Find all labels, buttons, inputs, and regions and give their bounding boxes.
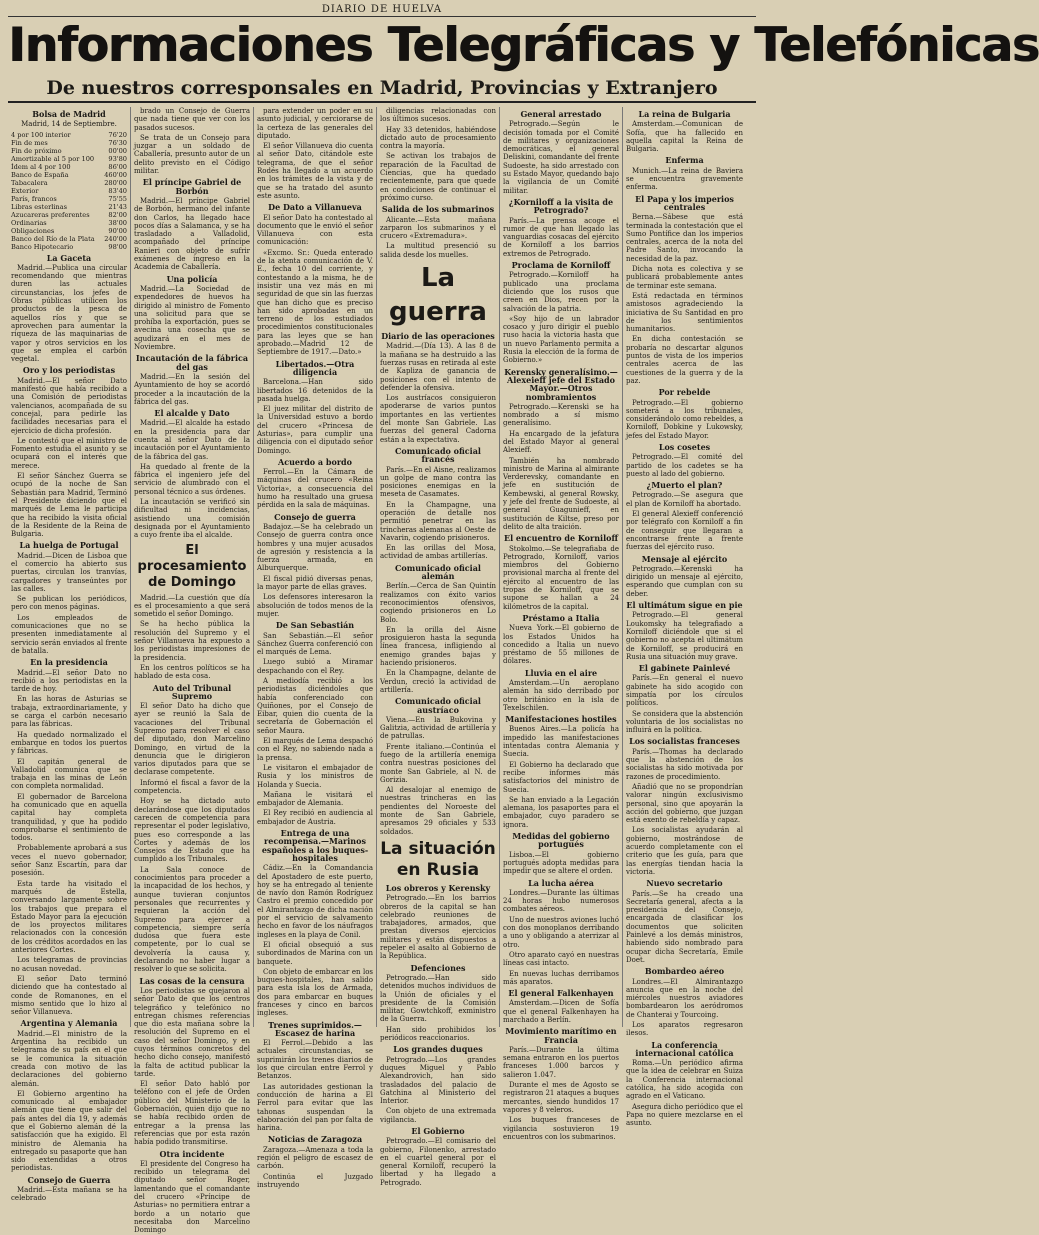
article-paragraph: El capitán general de Valladolid comunica que se trabaja en las minas de León con completa normalidad. [11, 757, 127, 791]
section-heading: Medidas del gobierno portugués [512, 831, 610, 850]
table-row [11, 203, 127, 211]
article-paragraph: Los socialistas ayudarán al gobierno, mostrándose de acuerdo completamente con el criterio que les guía, para que las energías tiendan hacia la victoria. [626, 826, 743, 876]
article-paragraph: La Sala conoce de conocimientos para proceder a la incapacidad de los hechos, y aunque tuvieran conjuntos personales que recurrentes y requieran la acción del Supremo para ejercer a competencia, siempre sería dudosa que fuera este competente, por lo cual se devolvería la causa y, declarando no haber lugar a resolver lo que se solicita. [134, 865, 250, 974]
table-row [11, 163, 127, 171]
stock-value: 75'55 [108, 194, 127, 203]
section-heading: La Gaceta [46, 252, 92, 263]
article-paragraph: En las orillas del Mosa, actividad de ambas artillerías. [380, 544, 496, 561]
table-row [11, 187, 127, 195]
article-paragraph: El señor Villanueva dio cuenta al señor Dato, citándole este telegrama, de que el señor Rodés ha llegado a un acuerdo en los trámites de la vista y de que se ha tratado del asunto este asunto. [257, 142, 373, 200]
article-paragraph: Petrogrado.—El general Loukomsky ha telegrafiado a Korniloff diciéndole que si el gobierno no acepta el ultimátum de Korniloff, se producirá en Rusia una situación muy grave. [626, 611, 743, 661]
article-paragraph: Se activan los trabajos de reparación de la Facultad de Ciencias, que ha quedado recientemente, para que quede en condiciones de continuar el próximo curso. [380, 152, 496, 202]
article-paragraph: Hoy se ha dictado auto declarándose que los diputados carecen de competencia para representar el poder legislativo, pues eso corresponde a las Cortes y además de los Consejos de Estado que ha cumplido a los Tribunales. [134, 797, 250, 864]
article-paragraph: El juez militar del distrito de la Universidad estuvo a bordo del crucero «Princesa de Asturias», para cumplir una diligencia con el diputado señor Domingo. [257, 405, 373, 455]
stock-value: 240'00 [104, 234, 127, 243]
article-paragraph: Petrogrado.—Los grandes duques Miguel y Pablo Alexandrovich, han sido trasladados del palacio de Gatchina al Ministerio del Interior. [380, 1055, 496, 1106]
stock-value: 90'00 [108, 226, 127, 235]
stock-label: Azucareras preferentes [11, 210, 90, 219]
section-heading: Movimiento marítimo en Francia [505, 1026, 617, 1045]
column-4 [377, 107, 500, 1187]
section-heading: El príncipe Gabriel de Borbón [142, 177, 242, 196]
article-paragraph: Ha quedado al frente de la fábrica el ingeniero jefe del servicio de alumbrado con el personal técnico a sus órdenes. [134, 462, 250, 496]
article-paragraph: Petrogrado.—Han sido detenidos muchos individuos de la Unión de oficiales y el presidente de la Comisión militar, Gowtchkoff, exministro de la Guerra. [380, 973, 496, 1024]
article-paragraph: El señor Dato ha dicho que ayer se reunió la Sala de vacaciones del Tribunal Supremo para resolver el caso del diputado, don Marcelino Domingo, en virtud de la denuncia que le dirigieron varios diputados para que se declarase competente. [134, 702, 250, 777]
columns [8, 107, 756, 1235]
article-paragraph: Los defensores interesaron la absolución de todos menos de la mujer. [257, 593, 373, 618]
article-paragraph: Petrogrado.—El comisario del gobierno, Filonenko, arrestado en el cuartel general por el general Korniloff, recuperó la libertad y ha llegado a Petrogrado. [380, 1137, 496, 1187]
section-heading: Defenciones [410, 962, 466, 973]
section-heading: Enferma [665, 155, 704, 166]
stock-label: Banco del Río de la Plata [11, 234, 95, 243]
article-paragraph: El señor Dato ha contestado al documento que le envió el señor Villanueva con esta comunicación: [257, 213, 373, 247]
stock-label: París, francos [11, 194, 57, 203]
section-heading: Comunicado oficial austríaco [395, 696, 481, 715]
article-paragraph: Madrid.—El señor Dato manifestó que había recibido a una Comisión de periodistas valencianos, acompañada de su concejal, para pedirle las facilidades necesarias para el ejercicio de dicha profesión. [11, 376, 127, 435]
article-paragraph: Londres.—El Almirantazgo anuncia que en la noche del miércoles nuestros aviadores bombardearon los aeródromos de Chanterai y Tourcoing. [626, 977, 743, 1019]
article-paragraph: Informó el fiscal a favor de la competencia. [134, 778, 250, 796]
feature-heading: El procesamiento de Domingo [137, 542, 247, 590]
article-paragraph: «Excmo. Sr.: Queda enterado de la atenta comunicación de V. E., fecha 10 del corriente, y contestando a la misma, he de insistir una vez más en mi seguridad de que sin las fuerzas que han dicho que es preciso han sido aprobadas en un terreno de los estudiados procedimientos constitucionales para las leyes que se han aprobado.—Madrid 12 de Septiembre de 1917.—Dato.» [257, 248, 373, 357]
section-heading: Préstamo a Italia [522, 612, 600, 623]
table-row [11, 219, 127, 227]
stock-label: Banco Hipotecario [11, 242, 74, 251]
article-paragraph: Petrogrado.—Kerenski ha dirigido un mensaje al ejército, esperando que cumplan con su deber. [626, 564, 743, 598]
section-heading: Consejo de Guerra [27, 1174, 111, 1185]
section-heading: El Gobierno [411, 1125, 465, 1136]
section-heading: El gabinete Painlevé [638, 663, 731, 674]
article-paragraph: Madrid.—El príncipe Gabriel de Borbón, hermano del infante don Carlos, ha llegado hace pocos días a Salamanca, y se ha trasladado a Valladolid, acompañado del príncipe Ranieri con objeto de sufrir exámenes de ingreso en la Academia de Caballería. [134, 196, 250, 272]
section-heading: Oro y los periodistas [22, 365, 116, 376]
article-paragraph: Barcelona.—Han sido libertados 16 detenidos de la pasada huelga. [257, 378, 373, 403]
article-paragraph: París.—Se ha creado una Secretaría general, afecta a la presidencia del Consejo, encargada de clasificar los documentos que soliciten Painlevé a los demás ministros, habiendo sido nombrado para ocupar dicha Secretaría, Emile Doet. [626, 889, 743, 964]
column-6 [623, 107, 746, 1128]
section-heading: Consejo de guerra [274, 511, 356, 522]
article-paragraph: Otro aparato cayó en nuestras líneas casi intacto. [503, 950, 619, 968]
section-heading: La huelga de Portugal [19, 540, 119, 551]
section-heading: ¿Korniloff a la visita de Petrogrado? [508, 196, 614, 216]
article-paragraph: Al desalojar al enemigo de nuestras trincheras en las pendientes del Noroeste del monte de San Gabriele, apresamos 29 oficiales y 533 soldados. [380, 786, 496, 836]
section-heading: Nuevo secretario [646, 878, 723, 889]
table-row [11, 131, 127, 139]
article-paragraph: Los periodistas se quejaron al señor Dato de que los centros telegráfico y telefónico no entregan chismes referencias que dio esta mañana sobre la resolución del Supremo en el caso del señor Domingo, y en cuyos términos concretos del hecho dicho consejo, manifestó la falta de actitud publicar la tarde. [134, 986, 250, 1078]
table-row [11, 171, 127, 179]
stock-value: 98'00 [108, 242, 127, 251]
article-paragraph: Madrid.—El ministro de la Argentina ha recibido un telegrama de su país en el que se le comunica la situación creada con motivo de las declaraciones del gobierno alemán. [11, 1029, 127, 1088]
article-paragraph: Petrogrado.—Se asegura que el plan de Korniloff ha abortado. [626, 491, 743, 508]
war-heading: La guerra [389, 263, 487, 328]
section-heading: De Dato a Villanueva [268, 202, 362, 213]
section-heading: El ultimátum sigue en pie [626, 600, 743, 611]
stock-value: 280'00 [104, 178, 127, 187]
section-heading: Bombardeo aéreo [644, 966, 725, 977]
article-paragraph: En los centros políticos se ha hablado de esta cosa. [134, 663, 250, 681]
article-paragraph: Con objeto de una extremada vigilancia. [380, 1107, 496, 1124]
article-paragraph: El gobernador de Barcelona ha comunicado que en aquella capital hay completa tranquilidad, y que ha podido comprobarse el sentimiento de todos. [11, 792, 127, 843]
article-paragraph: diligencias relacionadas con los últimos sucesos. [380, 107, 496, 124]
table-row [11, 139, 127, 147]
article-paragraph: Petrogrado.—El gobierno someterá a los tribunales, considerándolo como rebeldes, a Korniloff, Dobkine y Lukowsky, jefes del Estado Mayor. [626, 398, 743, 440]
article-paragraph: Esta tarde ha visitado el marqués de Estella, conversando largamente sobre los trabajos que prepara el Estado Mayor para la ejecución de los proyectos militares relacionados con la concesión de los créditos acordados en las anteriores Cortes. [11, 879, 127, 955]
article-paragraph: El Gobierno argentino ha comunicado al embajador alemán que tiene que salir del país antes del día 19, y además que el Gobierno alemán dé la satisfacción que ha exigido. El ministro de Alemania ha entregado su pasaporte que han sido extendidas a otros periodistas. [11, 1089, 127, 1173]
section-heading: Libertados.—Otra diligencia [275, 358, 355, 377]
article-paragraph: Berna.—Sábese que está terminada la contestación que el Sumo Pontífice dan los imperios centrales, acerca de la nota del Padre Santo, invocando la necesidad de la paz. [626, 213, 743, 263]
stock-value: 82'00 [108, 210, 127, 219]
article-paragraph: Amsterdam.—Comunican de Sofía, que ha fallecido en aquella capital la Reina de Bulgaria. [626, 120, 743, 154]
article-paragraph: Madrid.—El señor Dato no recibió a los periodistas en la tarde de hoy. [11, 668, 127, 694]
stock-label: Amortizable al 5 por 100 [11, 154, 95, 163]
article-paragraph: Durante el mes de Agosto se registraron 21 ataques a buques mercantes, siendo hundidos 17 vapores y 8 veleros. [503, 1081, 619, 1114]
article-paragraph: Continúa el Juzgado instruyendo [257, 1172, 373, 1189]
section-heading: Diario de las operaciones [381, 331, 495, 342]
article-paragraph: brado un Consejo de Guerra que nada tiene que ver con los pasados sucesos. [134, 107, 250, 132]
section-heading: La lucha aérea [528, 877, 594, 888]
stock-label: Ídem al 4 por 100 [11, 162, 71, 171]
table-row [11, 195, 127, 203]
stock-label: Tabacalera [11, 178, 48, 187]
section-heading: Salida de los submarinos [381, 204, 495, 215]
article-paragraph: París.—Thomas ha declarado que la abstención de los socialistas ha sido motivada por razones de procedimiento. [626, 747, 743, 781]
article-paragraph: Madrid.—Dicen de Lisboa que el comercio ha abierto sus puertas, circulan los tranvías, cargadores y transeúntes por las calles. [11, 551, 127, 593]
article-paragraph: Probablemente aprobará a sus veces el nuevo gobernador, señor Sanz Escartín, para dar posesión. [11, 844, 127, 878]
section-heading: Comunicado oficial alemán [395, 562, 481, 582]
section-heading: Acuerdo a bordo [278, 456, 352, 467]
section-heading: Los grandes duques [393, 1044, 483, 1055]
article-paragraph: Los buques franceses de vigilancia sostuvieron 19 encuentros con los submarinos. [503, 1116, 619, 1141]
section-heading: Auto del Tribunal Supremo [152, 682, 232, 701]
article-paragraph: Madrid.—Esta mañana se ha celebrado [11, 1186, 127, 1203]
section-heading: La reina de Bulgaria [638, 109, 731, 119]
section-heading: Otra incidente [159, 1148, 225, 1159]
section-heading: Los obreros y Kerensky [385, 882, 491, 893]
article-paragraph: Badajoz.—Se ha celebrado un Consejo de guerra contra once hombres y una mujer acusados de agresión y resistencia a la fuerza armada, en Alburquerque. [257, 522, 373, 573]
article-paragraph: En la Champagne, delante de Verdun, creció la actividad de artillería. [380, 669, 496, 694]
stock-value: 38'00 [108, 218, 127, 227]
article-paragraph: En las horas de Asturias se trabaja, extraordinariamente, y se carga el carbón necesario para las fábricas. [11, 695, 127, 729]
section-heading: General arrestado [520, 109, 602, 119]
stock-label: Ordinarias [11, 218, 47, 227]
section-heading: El Papa y los imperios centrales [635, 193, 734, 212]
article-paragraph: Viena.—En la Bukovina y Galitzia, actividad de artillería y de patrullas. [380, 715, 496, 741]
article-paragraph: Madrid.—La Sociedad de expendedores de huevos ha dirigido al ministro de Fomento una solicitud para que se prohíba la exportación, pues se avecina una cosecha que se agudizará en el mes de Noviembre. [134, 284, 250, 352]
article-paragraph: El presidente del Congreso ha recibido un telegrama del diputado señor Roger, lamentando que el comandante del crucero «Príncipe de Asturias» no permitiera entrar a bordo a un notario que necesitaba don Marcelino Domingo [134, 1159, 250, 1235]
article-paragraph: Le contestó que el ministro de Fomento estudia el asunto y se ocupará con el interés que merece. [11, 436, 127, 470]
bolsa-heading: Bolsa de Madrid [32, 109, 106, 119]
article-paragraph: Petrogrado.—Kerenski se ha nombrado a sí mismo generalísimo. [503, 402, 619, 428]
stock-value: 00'00 [108, 146, 127, 155]
column-1 [8, 107, 131, 1203]
article-paragraph: El Ferrol.—Debido a las actuales circunstancias, se suprimirán los trenes diarios de los que circulan entre Ferrol y Betanzos. [257, 1039, 373, 1081]
stock-value: 83'40 [108, 186, 127, 195]
article-paragraph: Buenos Aires.—La policía ha impedido las manifestaciones intentadas contra Alemania y Suecia. [503, 725, 619, 759]
article-paragraph: Le visitaron el embajador de Rusia y los ministros de Holanda y Suecia. [257, 763, 373, 789]
article-paragraph: El señor Dato habló por teléfono con el jefe de Orden público del Ministerio de la Gobernación, quien dijo que no se había recibido orden de entregar a la prensa las referencias que por esta razón había podido transmitirse. [134, 1080, 250, 1147]
article-paragraph: El señor Sánchez Guerra se ocupó de la noche de San Sebastián para Madrid, Terminó el Presidente diciendo que el marqués de Lema le participa que ha recibido la visita oficial de la Residente de la Reina de Bulgaria. [11, 472, 127, 539]
article-paragraph: Con objeto de embarcar en los buques-hospitales, han salido para esta isla los de Armada, dos para embarcar en buques franceses y cinco en barcos ingleses. [257, 967, 373, 1018]
article-paragraph: para extender un poder en su asunto judicial, y cerciorarse de la certeza de las generales del diputado. [257, 107, 373, 140]
section-heading: Incautación de la fábrica del gas [135, 353, 249, 372]
article-paragraph: Munich.—La reina de Baviera se encuentra gravemente enferma. [626, 166, 743, 192]
article-paragraph: El Rey recibió en audiencia al embajador de Austria. [257, 809, 373, 826]
stock-label: Exterior [11, 186, 39, 195]
stock-value: 76'30 [108, 138, 127, 147]
section-heading: Comunicado oficial francés [395, 445, 481, 465]
article-paragraph: Amsterdam.—Dicen de Sofía que el general Falkenhayen ha marchado a Berlín. [503, 999, 619, 1024]
article-paragraph: Petrogrado.—Según le decisión tomada por el Comité de militares y organizaciones democráticas, el general Deliskini, comandante del frente Sudoeste, ha sido arrestado con su Estado Mayor, quedando bajo la vigilancia de un Comité militar. [503, 120, 619, 195]
article-paragraph: París.—En el Aisne, realizamos un golpe de mano contra las posiciones enemigas en la meseta de Casamates. [380, 465, 496, 499]
article-paragraph: Petrogrado.—En los barrios obreros de la capital se han celebrado reuniones de trabajadores, armados, que prestan diversos ejercicios militares y están dispuestos a repeler el asalto al Gobierno de la República. [380, 894, 496, 961]
article-paragraph: Está redactada en términos amistosos agradeciendo la iniciativa de Su Santidad en pro de los sentimientos humanitarios. [626, 291, 743, 334]
article-paragraph: Los telegramas de provincias no acusan novedad. [11, 956, 127, 973]
article-paragraph: Se trata de un Consejo para juzgar a un soldado de Caballería, presunto autor de un delito previsto en el Código militar. [134, 133, 250, 176]
article-paragraph: París.—En general el nuevo gabinete ha sido acogido con simpatía por los círculos políticos. [626, 674, 743, 708]
stock-label: 4 por 100 interior [11, 130, 71, 139]
article-paragraph: Ha encargado de la jefatura del Estado Mayor al general Alexieff. [503, 429, 619, 455]
section-heading: El alcalde y Dato [154, 408, 230, 419]
table-row [11, 179, 127, 187]
section-heading: Manifestaciones hostiles [505, 714, 617, 725]
table-row [11, 155, 127, 163]
article-paragraph: En dicha contestación se probaría no descartar algunos puntos de vista de los imperios centrales acerca de las cuestiones de la guerra y de la paz. [626, 335, 743, 385]
table-row [11, 243, 127, 251]
article-paragraph: Madrid.—(Día 13). A las 8 de la mañana se ha destruido a las fuerzas rusas en retirada al este de Kapliza de ganancia de posiciones con el intento de defender la ofensiva. [380, 342, 496, 392]
article-paragraph: Uno de nuestros aviones luchó con dos monoplanos derribando a uno y obligando a aterrizar al otro. [503, 915, 619, 949]
article-paragraph: El oficial obsequió a sus subordinados de Marina con un banquete. [257, 940, 373, 966]
article-paragraph: Londres.—Durante las últimas 24 horas hubo numerosos combates aéreos. [503, 888, 619, 914]
article-paragraph: Han sido prohibidos los periódicos reaccionarios. [380, 1025, 496, 1043]
article-paragraph: París.—Durante la última semana entraron en los puertos franceses 1.000 barcos y salieron 1.047. [503, 1045, 619, 1079]
section-heading: La conferencia internacional católica [635, 1039, 734, 1058]
article-paragraph: Roma.—Un periódico afirma que la idea de celebrar en Suiza la Conferencia internacional católica, ha sido acogida con agrado en el Vaticano. [626, 1059, 743, 1101]
table-row [11, 227, 127, 235]
section-heading: De San Sebastián [275, 620, 355, 631]
stock-label: Fin de mes [11, 138, 48, 147]
stock-value: 21'43 [108, 202, 127, 211]
article-paragraph: En la orilla del Aisne prosiguieron hasta la segunda línea francesa, infligiendo al enemigo grandes bajas y haciendo prisioneros. [380, 625, 496, 668]
article-paragraph: En nuevas luchas derribamos más aparatos. [503, 969, 619, 986]
column-3 [254, 107, 377, 1189]
article-paragraph: También ha nombrado ministro de Marina al almirante Verderevsky, comandante en jefe en sustitución de Kembewski, al general Rowsky, y jefe del frente de Sudoeste, al general Guagunieff, en sustitución de Kiltse, preso por delito de alta traición. [503, 456, 619, 531]
table-row [11, 147, 127, 155]
section-heading: Mensaje al ejército [641, 553, 728, 564]
section-heading: ¿Muerto el plan? [646, 480, 723, 491]
article-paragraph: Madrid.—El alcalde ha estado en la presidencia para dar cuenta al señor Dato de la incautación por el Ayuntamiento de la fábrica del gas. [134, 419, 250, 461]
article-paragraph: Petrogrado.—Korniloff ha publicado una proclama diciendo que los rusos que creen en Dios, recen por la salvación de la patria. [503, 271, 619, 313]
article-paragraph: Madrid.—La cuestión que día es el procesamiento a que será sometido el señor Domingo. [134, 593, 250, 619]
table-row [11, 235, 127, 243]
section-heading: El encuentro de Korniloff [503, 533, 619, 544]
article-paragraph: Mañana le visitará el embajador de Alemania. [257, 790, 373, 808]
article-paragraph: Madrid.—En la sesión del Ayuntamiento de hoy se acordó proceder a la incautación de la fábrica del gas. [134, 372, 250, 406]
article-paragraph: El marqués de Lema despachó con el Rey, no sabiendo nada a la prensa. [257, 737, 373, 762]
article-paragraph: Nueva York.—El gobierno de los Estados Unidos ha concedido a Italia un nuevo préstamo de 55 millones de dólares. [503, 624, 619, 666]
stock-value: 460'00 [104, 170, 127, 179]
column-2 [131, 107, 254, 1235]
article-paragraph: Se considera que la abstención voluntaria de los socialistas no influirá en la política. [626, 709, 743, 735]
article-paragraph: Stokolmo.—Se telegrafiaba de Petrogrado, Korniloff, varios miembros del Gobierno provisional marcha al frente del ejército al encuentro de las tropas de Korniloff, que se supone se hallan a 24 kilómetros de la capital. [503, 544, 619, 611]
article-paragraph: Cádiz.—En la Comandancia del Apostadero de este puerto, hoy se ha entregado al teniente de navío don Ramón Rodríguez Castro el premio concedido por el Almirantazgo de dicha nación por el servicio de salvamento hecho en favor de los náufragos ingleses en la playa de Conil. [257, 864, 373, 939]
section-heading: En la presidencia [30, 657, 108, 668]
article-paragraph: Alicante.—Esta mañana zarparon los submarinos y el crucero «Extremadura». [380, 215, 496, 241]
article-paragraph: Se ha hecho pública la resolución del Supremo y el señor Villanueva ha expuesto a los periodistas impresiones de la presidencia. [134, 620, 250, 662]
stock-value: 93'80 [108, 154, 127, 163]
article-paragraph: Petrogrado.—El comité del partido de los cadetes se ha puesto al lado del gobierno. [626, 453, 743, 478]
section-heading: Kerensky generalísimo.—Alexeieff jefe del Estado Mayor.—Otros nombramientos [504, 366, 618, 402]
section-heading: Entrega de una recompensa.—Marinos españoles a los buques-hospitales [261, 828, 369, 863]
article-paragraph: El señor Dato terminó diciendo que ha contestado al conde de Romanones, en el mismo sentido que lo hizo al señor Villanueva. [11, 974, 127, 1017]
section-heading: Por rebelde [658, 387, 711, 398]
article-paragraph: Frente italiano.—Continúa el fuego de la artillería enemiga contra nuestras posiciones del monte San Gabriele, al N. de Gorizia. [380, 742, 496, 784]
article-paragraph: Zaragoza.—Amenaza a toda la región el peligro de escasez de carbón. [257, 1145, 373, 1171]
article-paragraph: París.—La prensa acoge el rumor de que han llegado las vanguardias cosacas del ejército de Korniloff a los barrios extremos de Petrogrado. [503, 216, 619, 258]
section-heading: Los socialistas franceses [629, 736, 740, 747]
section-heading: Trenes suprimidos.—Escasez de harina [268, 1019, 362, 1038]
section-heading: Los cosetes [658, 441, 711, 452]
stock-label: Banco de España [11, 170, 69, 179]
section-heading: Las cosas de la censura [139, 975, 245, 986]
running-head: DIARIO DE HUELVA [8, 4, 756, 17]
page-subtitle: De nuestros corresponsales en Madrid, Provincias y Extranjero [8, 75, 756, 103]
bolsa-date: Madrid, 14 de Septiembre. [21, 120, 117, 129]
section-heading: Lluvia en el aire [524, 667, 598, 678]
article-paragraph: El Gobierno ha declarado que recibe informes más satisfactorios del ministro de Suecia. [503, 760, 619, 794]
article-paragraph: Amsterdam.—Un aeroplano alemán ha sido derribado por otro británico en la isla de Texelschilen. [503, 679, 619, 712]
article-paragraph: Añadió que no se propondrían valorar ningún exclusivismo personal, sino que apoyarán la acción del gobierno, que juzgan está exento de rebeldía y capaz. [626, 782, 743, 825]
article-paragraph: A mediodía recibió a los periodistas diciéndoles que había conferenciado con Quiñones, por el Consejo de Eibar, quien dio cuenta de la secretaría de Gobernación el señor Maura. [257, 677, 373, 735]
stock-value: 86'00 [108, 162, 127, 171]
article-paragraph: La multitud presenció su salida desde los muelles. [380, 242, 496, 259]
column-5 [500, 107, 623, 1141]
article-paragraph: San Sebastián.—El señor Sánchez Guerra conferenció con el marqués de Lema. [257, 631, 373, 657]
article-paragraph: Hay 33 detenidos, habiéndose dictado auto de procesamiento contra la mayoría. [380, 125, 496, 151]
article-paragraph: «Soy hijo de un labrador cosaco y juro dirigir el pueblo ruso hacia la victoria hasta que un nuevo Parlamento permita a Rusia la elección de la forma de Gobierno.» [503, 314, 619, 365]
stock-label: Fin de próximo [11, 146, 62, 155]
section-heading: Noticias de Zaragoza [267, 1134, 363, 1145]
article-paragraph: Los aparatos regresaron ilesos. [626, 1020, 743, 1038]
article-paragraph: La incautación se verificó sin dificultad ni incidencias, asistiendo una comisión designada por el Ayuntamiento a cuyo frente iba el alcalde. [134, 498, 250, 540]
section-heading: Proclama de Korniloff [511, 260, 611, 271]
article-paragraph: Ha quedado normalizado el embarque en todos los puertos y fábricas. [11, 730, 127, 756]
stock-label: Libras esterlinas [11, 202, 68, 211]
article-paragraph: Se publican los periódicos, pero con menos páginas. [11, 595, 127, 612]
article-paragraph: Asegura dicho periódico que el Papa no quiere mezclarse en el asunto. [626, 1102, 743, 1128]
article-paragraph: En la Champagne, una operación de detalle nos permitió penetrar en las trincheras alemanas al Oeste de Navarin, cogiendo prisioneros. [380, 500, 496, 542]
article-paragraph: Lisboa.—El gobierno portugués adopta medidas para impedir que se altere el orden. [503, 850, 619, 876]
article-paragraph: Dicha nota es colectiva y se publicará probablemente antes de terminar este semana. [626, 265, 743, 290]
section-heading: Argentina y Alemania [20, 1018, 118, 1029]
article-paragraph: El general Alexieff conferenció por telégrafo con Korniloff a fin de conseguir que llegaran a encontrarse frente a frente fuerzas del ejército ruso. [626, 510, 743, 552]
section-heading: El general Falkenhayen [508, 988, 614, 999]
article-paragraph: Ferrol.—En la Cámara de máquinas del crucero «Reina Victoria», a consecuencia del humo ha resultado una gruesa pérdida en la sala de máquinas. [257, 468, 373, 510]
article-paragraph: Se han enviado a la Legación alemana, los pasaportes para el embajador, cuyo paradero se ignora. [503, 795, 619, 829]
stock-value: 76'20 [108, 130, 127, 139]
russia-heading: La situación en Rusia [380, 838, 496, 880]
stock-table [11, 131, 127, 251]
article-paragraph: Los austríacos consiguieron apoderarse de varios puntos importantes en las vertientes del monte San Gabriele. Las fuerzas del general Cadorna están a la expectativa. [380, 394, 496, 444]
article-paragraph: Las autoridades gestionan la conducción de harina a El Ferrol para evitar que las tahonas suspendan la elaboración del pan por falta de harina. [257, 1082, 373, 1133]
table-row [11, 211, 127, 219]
article-paragraph: El fiscal pidió diversas penas, la mayor parte de ellas graves. [257, 574, 373, 592]
article-paragraph: Los empleados de comunicaciones que no se presenten inmediatamente al servicio serán enviados al frente de batalla. [11, 613, 127, 655]
section-heading: Una policía [166, 273, 218, 284]
page-title: Informaciones Telegráficas y Telefónicas [8, 18, 1039, 73]
article-paragraph: Berlín.—Cerca de San Quintín realizamos con éxito varios reconocimientos ofensivos, cogiendo prisioneros en Lo Bolo. [380, 582, 496, 624]
stock-label: Obligaciones [11, 226, 55, 235]
article-paragraph: Luego subió a Miramar despachando con el Rey. [257, 658, 373, 675]
article-paragraph: Madrid.—Publica una circular recomendando que mientras duren las actuales circunstancias, los jefes de Obras públicas utilicen los productos de la pesca de aquellos ríos y que se aprovechen para aumentar la riqueza de las maquinarias de vapor y otros servicios en los que se emplea el carbón vegetal. [11, 263, 127, 364]
